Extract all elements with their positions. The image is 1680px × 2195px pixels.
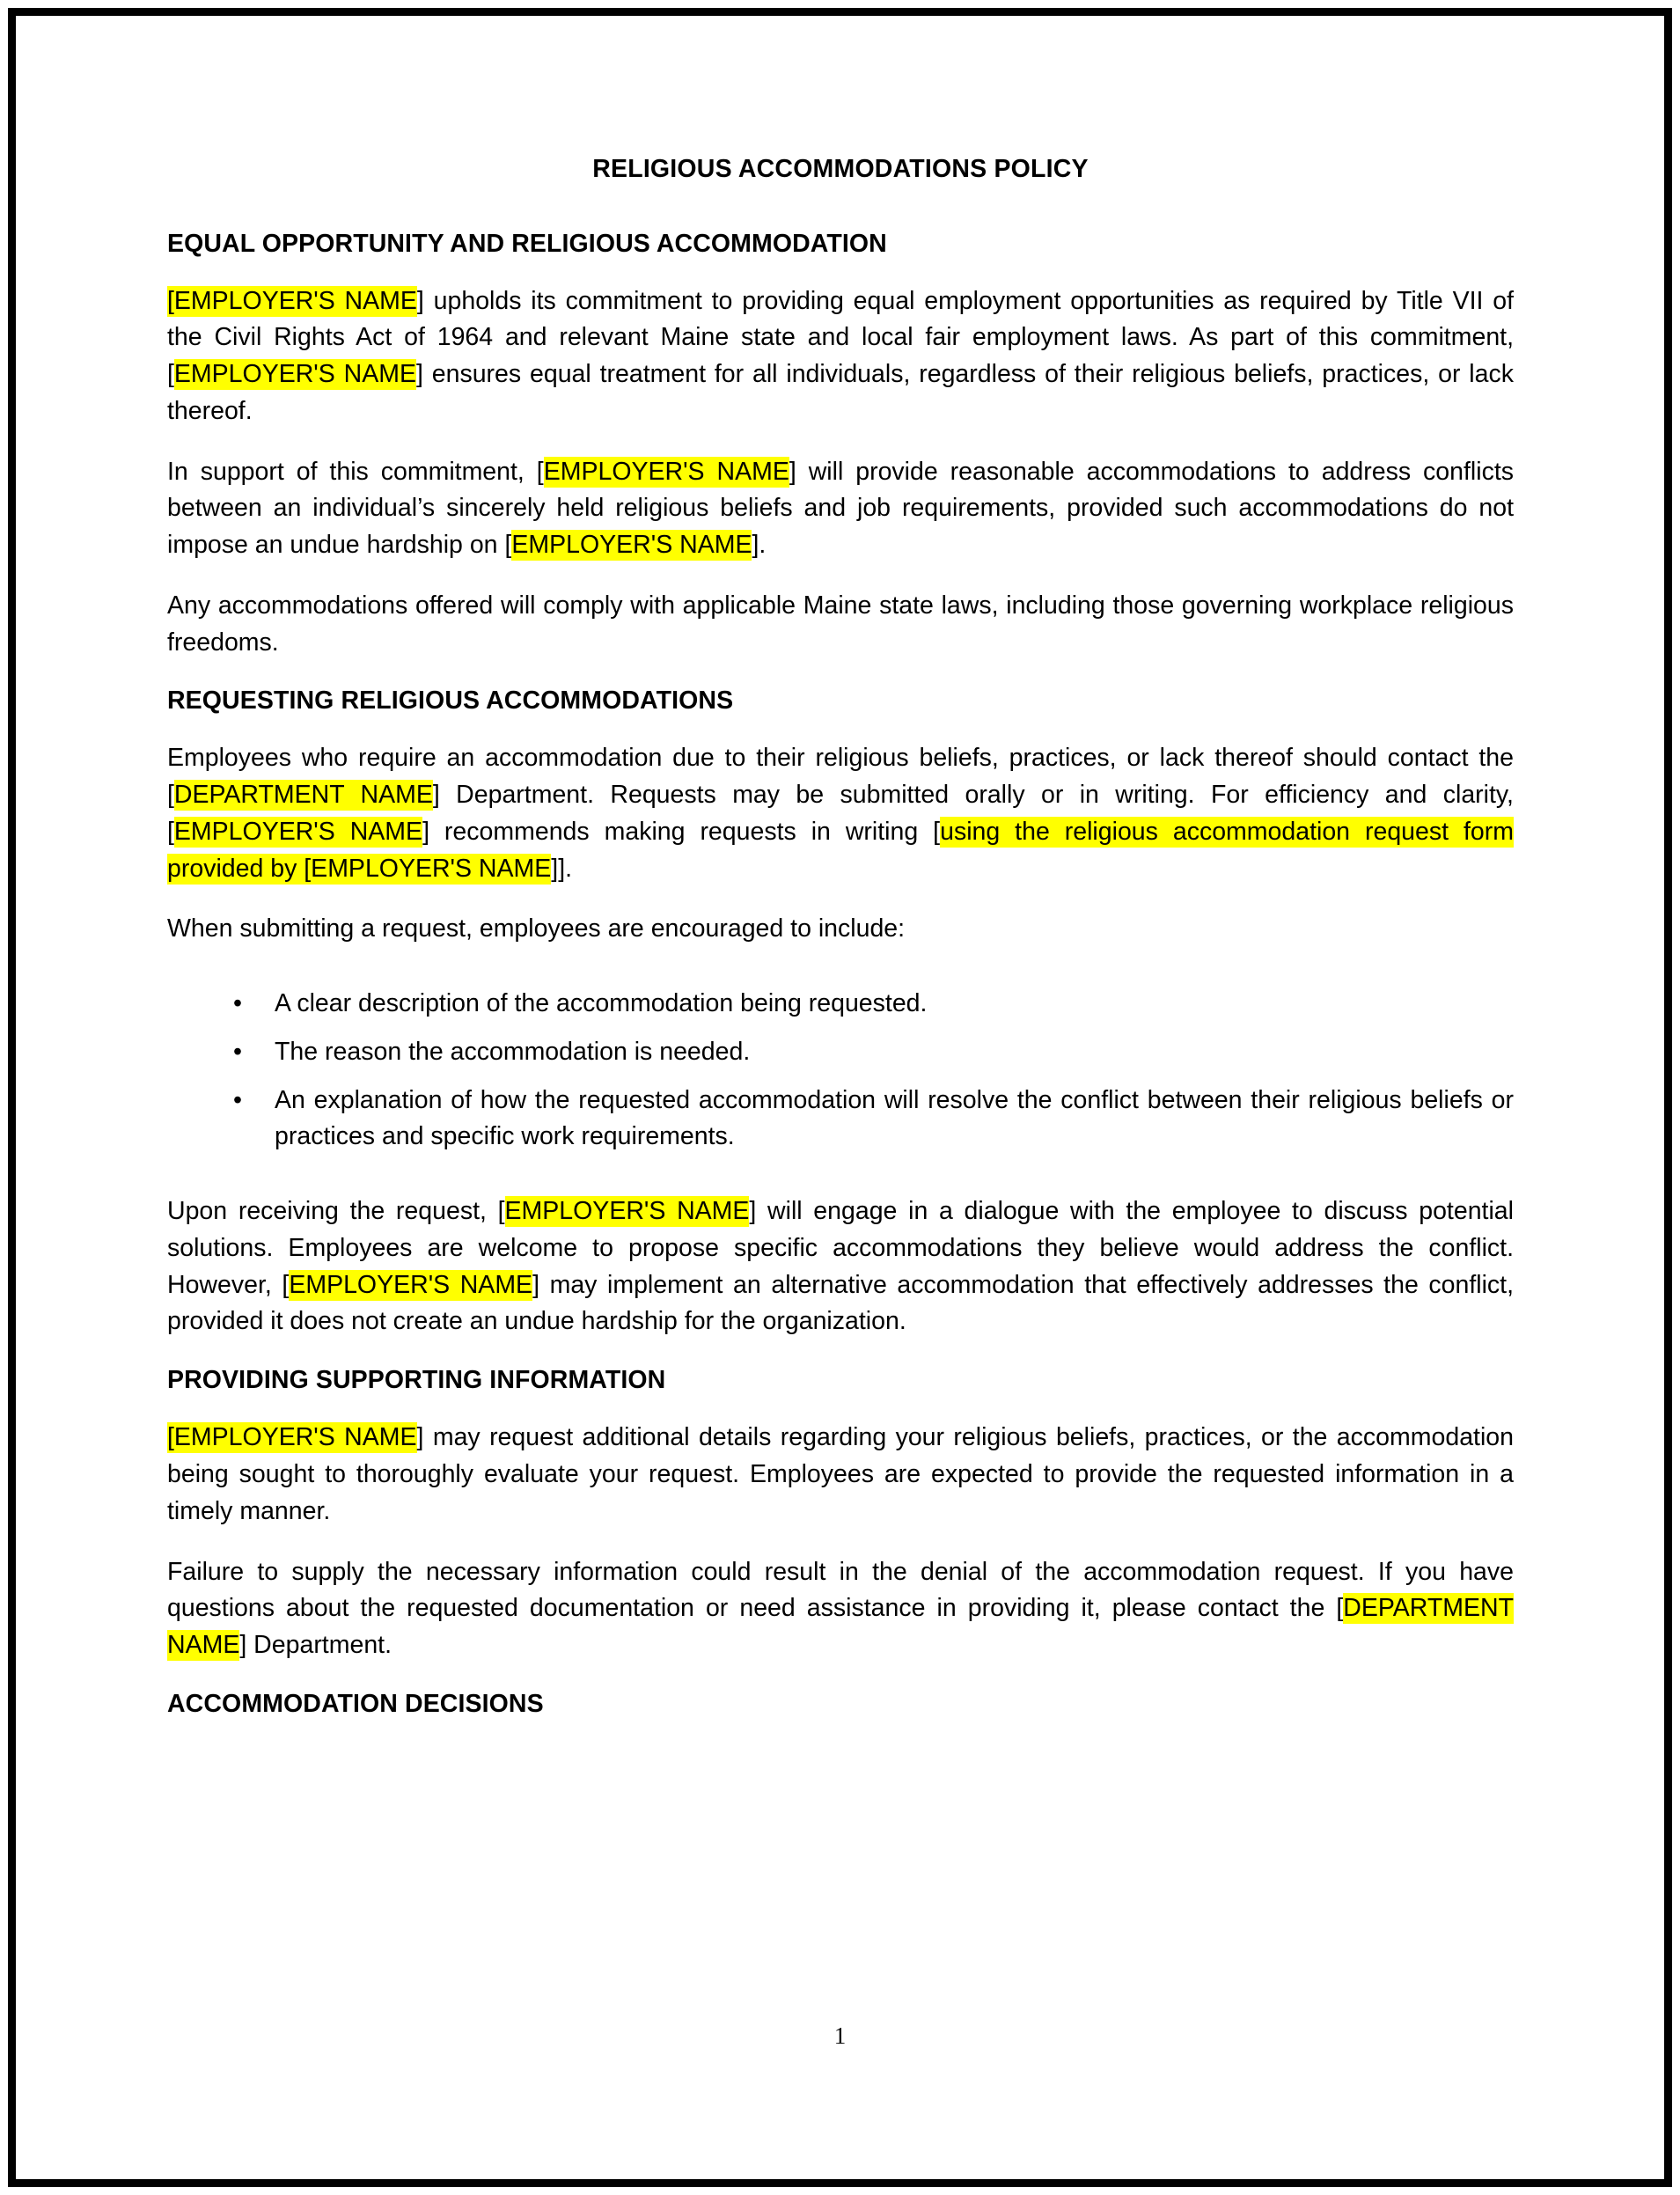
heading-accommodation-decisions: ACCOMMODATION DECISIONS — [167, 1689, 544, 1718]
highlight-employer-name: EMPLOYER'S NAME — [289, 1270, 533, 1299]
list-item-label: The reason the accommodation is needed. — [275, 1037, 751, 1066]
paragraph-requesting-2 — [167, 1193, 1514, 1340]
text-run: Upon receiving the request, [ — [167, 1197, 505, 1226]
spacer — [167, 972, 1514, 986]
highlight-employer-name: [EMPLOYER'S NAME — [167, 286, 417, 315]
list-item — [167, 1083, 1514, 1156]
highlight-employer-name: EMPLOYER'S NAME — [173, 360, 416, 389]
list-item — [167, 986, 1514, 1023]
paragraph-equal-opportunity-2 — [167, 454, 1514, 564]
text-run: Employees who require an accommodation due to their religious beliefs, practices, or lack thereof should contact the [ — [167, 744, 1514, 810]
text-run: In support of this commitment, [ — [167, 457, 544, 486]
highlight-department-name: DEPARTMENT NAME — [173, 781, 433, 810]
text-run: ]. — [752, 531, 767, 560]
text-run: ] Department. Requests may be submitted orally or in writing. For efficiency and clarity, [ — [167, 781, 1514, 846]
heading-providing-supporting-information: PROVIDING SUPPORTING INFORMATION — [167, 1366, 666, 1395]
paragraph-requesting-1 — [167, 740, 1514, 887]
text-run: ]]. — [551, 854, 573, 883]
paragraph-equal-opportunity-3: Any accommodations offered will comply with applicable Maine state laws, including those governing workplace religious freedoms. — [167, 591, 1514, 657]
bullet-point-icon: • — [233, 1037, 242, 1066]
text-run: ] recommends making requests in writing [ — [422, 817, 941, 846]
text-run: ] may request additional details regarding your religious beliefs, practices, or the accommodation being sought to thoroughly evaluate your request. Employees are expected to provide the requested information in a timely manner. — [167, 1423, 1514, 1525]
heading-requesting-accommodations: REQUESTING RELIGIOUS ACCOMMODATIONS — [167, 686, 734, 716]
highlight-employer-name: EMPLOYER'S NAME — [173, 817, 423, 846]
list-item-label: An explanation of how the requested accommodation will resolve the conflict between their religious beliefs or practices and specific work requirements. — [275, 1085, 1514, 1151]
list-item-label: A clear description of the accommodation being requested. — [275, 989, 928, 1018]
highlight-department-name: DEPARTMENT NAME — [167, 1594, 1514, 1660]
highlight-employer-name: EMPLOYER'S NAME — [511, 531, 752, 560]
paragraph-supporting-1 — [167, 1420, 1514, 1530]
bullet-point-icon: • — [233, 989, 242, 1018]
highlight-employer-name: [EMPLOYER'S NAME — [167, 1423, 417, 1452]
page-title: RELIGIOUS ACCOMMODATIONS POLICY — [592, 155, 1089, 183]
highlight-request-form-clause: using the religious accommodation request form provided by [EMPLOYER'S NAME — [167, 817, 1515, 883]
heading-equal-opportunity: EQUAL OPPORTUNITY AND RELIGIOUS ACCOMMODATION — [167, 229, 887, 258]
highlight-employer-name: EMPLOYER'S NAME — [543, 457, 789, 486]
paragraph-bullet-intro: When submitting a request, employees are encouraged to include: — [167, 914, 906, 943]
text-run: ] ensures equal treatment for all individuals, regardless of their religious beliefs, practices, or lack thereof. — [167, 360, 1514, 425]
text-run: ] upholds its commitment to providing equal employment opportunities as required by Title VII of the Civil Rights Act of 1964 and relevant Maine state and local fair employment laws. As part of this commitment, [ — [167, 286, 1514, 389]
bullet-list-request-contents — [167, 986, 1514, 1156]
text-run: ] Department. — [239, 1631, 392, 1660]
text-run: Failure to supply the necessary information could result in the denial of the accommodation request. If you have questions about the requested documentation or need assistance in providing it, please contact the [ — [167, 1557, 1514, 1623]
bullet-point-icon: • — [233, 1085, 242, 1114]
highlight-employer-name: EMPLOYER'S NAME — [504, 1197, 750, 1226]
page-number: 1 — [833, 2022, 847, 2049]
list-item — [167, 1034, 1514, 1071]
spacer — [167, 1179, 1514, 1193]
text-run: ] may implement an alternative accommodation that effectively addresses the conflict, provided it does not create an undue hardship for the organization. — [167, 1270, 1514, 1336]
paragraph-supporting-2 — [167, 1554, 1514, 1664]
text-run: ] will engage in a dialogue with the employee to discuss potential solutions. Employees are welcome to propose specific accommodations they believe would address the conflict. However, [ — [167, 1197, 1514, 1299]
text-run: ] will provide reasonable accommodations to address conflicts between an individual’s sincerely held religious beliefs and job requirements, provided such accommodations do not impose an undue hardship on [ — [167, 457, 1515, 560]
paragraph-equal-opportunity-1 — [167, 283, 1514, 430]
document-content — [167, 154, 1514, 1744]
